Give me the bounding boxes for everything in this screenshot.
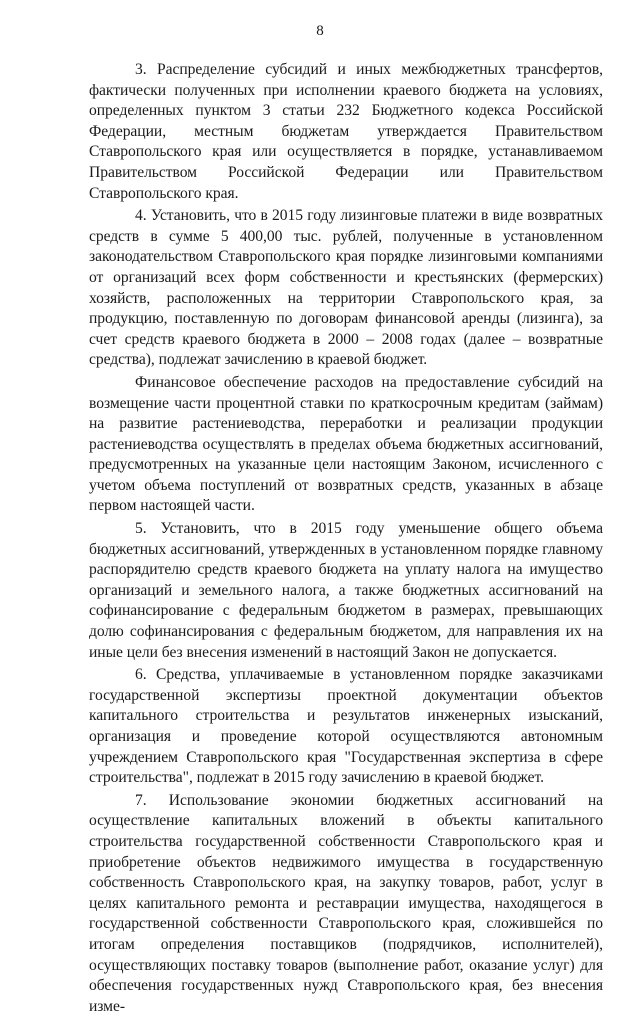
paragraph-item-4: 4. Установить, что в 2015 году лизинговые платежи в виде возвратных средств в сумме 5 400,00 тыс. рублей, полученные в установленном законодательством Ставропольского края порядке лизинговыми компаниями от организаций всех форм собственности и крестьянских (фермерских) хозяйств, расположенных на территории Ставропольского края, за продукцию, поставленную по договорам финансовой аренды (лизинга), за счет средств краевого бюджета в 2000 – 2008 годах (далее – возвратные средства), подлежат зачислению в краевой бюджет. — [89, 207, 603, 369]
page-number: 8 — [316, 23, 324, 39]
paragraph-item-5: 5. Установить, что в 2015 году уменьшение общего объема бюджетных ассигнований, утвержденных в установленном порядке главному распорядителю средств краевого бюджета на уплату налога на имущество организаций и земельного налога, а также бюджетных ассигнований на софинансирование с федеральным бюджетом в размерах, превышающих долю софинансирования с федеральным бюджетом, для направления их на иные цели без внесения изменений в настоящий Закон не допускается. — [89, 520, 603, 661]
paragraph-item-3: 3. Распределение субсидий и иных межбюджетных трансфертов, фактически полученных при исполнении краевого бюджета на условиях, определенных пунктом 3 статьи 232 Бюджетного кодекса Российской Федерации, местным бюджетам утверждается Правительством Ставропольского края или осуществляется в порядке, устанавливаемом Правительством Российской Федерации или Правительством Ставропольского края. — [89, 61, 603, 202]
paragraph-item-6: 6. Средства, уплачиваемые в установленном порядке заказчиками государственной экспертизы проектной документации объектов капитального строительства и результатов инженерных изысканий, организация и проведение которой осуществляются автономным учреждением Ставропольского края "Государственная экспертиза в сфере строительства", подлежат в 2015 году зачислению в краевой бюджет. — [89, 666, 603, 787]
paragraph-item-7: 7. Использование экономии бюджетных ассигнований на осуществление капитальных вложений в объекты капитального строительства государственной собственности Ставропольского края и приобретение объектов недвижимого имущества в государственную собственность Ставропольского края, на закупку товаров, работ, услуг в целях капитального ремонта и реставрации имущества, находящегося в государственной собственности Ставропольского края, сложившейся по итогам определения поставщиков (подрядчиков, исполнителей), осуществляющих поставку товаров (выполнение работ, оказание услуг) для обеспечения государственных нужд Ставропольского края, без внесения изме- — [89, 791, 603, 1015]
paragraph-item-4-financing: Финансовое обеспечение расходов на предоставление субсидий на возмещение части процентной ставки по краткосрочным кредитам (займам) на развитие растениеводства, переработки и реализации продукции растениеводства осуществлять в пределах объема бюджетных ассигнований, предусмотренных на указанные цели настоящим Законом, исчисленного с учетом объема поступлений от возвратных средств, указанных в абзаце первом настоящей части. — [89, 373, 603, 515]
document-body — [89, 60, 603, 1017]
